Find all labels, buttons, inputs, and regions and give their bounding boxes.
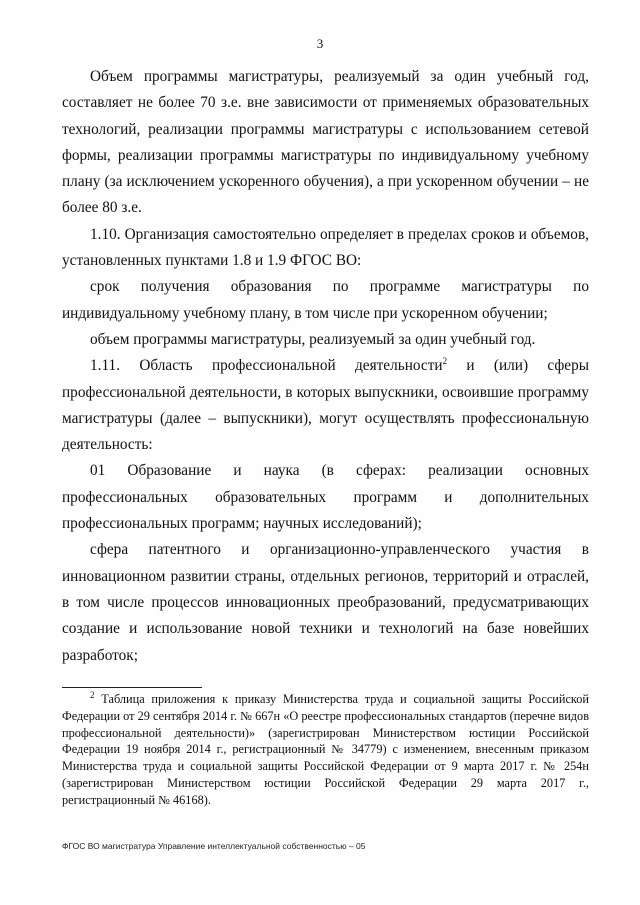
footnote-number: 2: [90, 689, 95, 700]
paragraph-education-science: 01 Образование и наука (в сферах: реализации основных профессиональных образовательных программ и дополнительных профессиональных программ; научных исследований);: [62, 462, 589, 533]
paragraph-1-10: 1.10. Организация самостоятельно определяет в пределах сроков и объемов, установленных пунктами 1.8 и 1.9 ФГОС ВО:: [62, 225, 589, 270]
paragraph-1-11: [62, 353, 589, 458]
footnote-divider: [62, 687, 202, 688]
footnote-reference: 2: [442, 356, 448, 367]
paragraph-program-volume: Объем программы магистратуры, реализуемый за один учебный год, составляет не более 70 з.е. вне зависимости от применяемых образовательных технологий, реализации программы магистратуры с использованием сетевой формы, реализации программы магистратуры по индивидуальному учебному плану (за исключением ускоренного обучения), а при ускоренном обучении – не более 80 з.е.: [62, 68, 589, 217]
footnote-text: Таблица приложения к приказу Министерства труда и социальной защиты Российской Федерации от 29 сентября 2014 г. № 667н «О реестре профессиональных стандартов (перечне видов профессиональной деятельности)» (зарегистрирован Министерством юстиции Российской Федерации 19 ноября 2014 г., регистрационный № 34779) с изменением, внесенным приказом Министерства труда и социальной защиты Российской Федерации от 9 марта 2017 г. № 254н (зарегистрирован Министерством юстиции Российской Федерации 29 марта 2017 г., регистрационный № 46168).: [62, 692, 589, 807]
paragraph-1-11-rest: и (или) сферы профессиональной деятельности, в которых выпускники, освоившие программу магистратуры (далее – выпускники), могут осуществлять профессиональную деятельность:: [62, 357, 589, 454]
footnote: [62, 691, 589, 809]
paragraph-study-term: срок получения образования по программе магистратуры по индивидуальному учебному плану, в том числе при ускоренном обучении;: [62, 278, 589, 322]
body-text: [62, 64, 589, 669]
paragraph-patent-sphere: сфера патентного и организационно-управленческого участия в инновационном развитии страны, отдельных регионов, территорий и отраслей, в том числе процессов инновационных преобразований, предусматривающих создание и использование новой техники и технологий на базе новейших разработок;: [62, 541, 589, 664]
page-number: 3: [316, 36, 324, 51]
paragraph-1-11-lead: 1.11. Область профессиональной деятельности: [90, 357, 443, 375]
page-footer: ФГОС ВО магистратура Управление интеллектуальной собственностью – 05: [62, 841, 366, 851]
paragraph-annual-volume: объем программы магистратуры, реализуемый за один учебный год.: [90, 330, 536, 348]
